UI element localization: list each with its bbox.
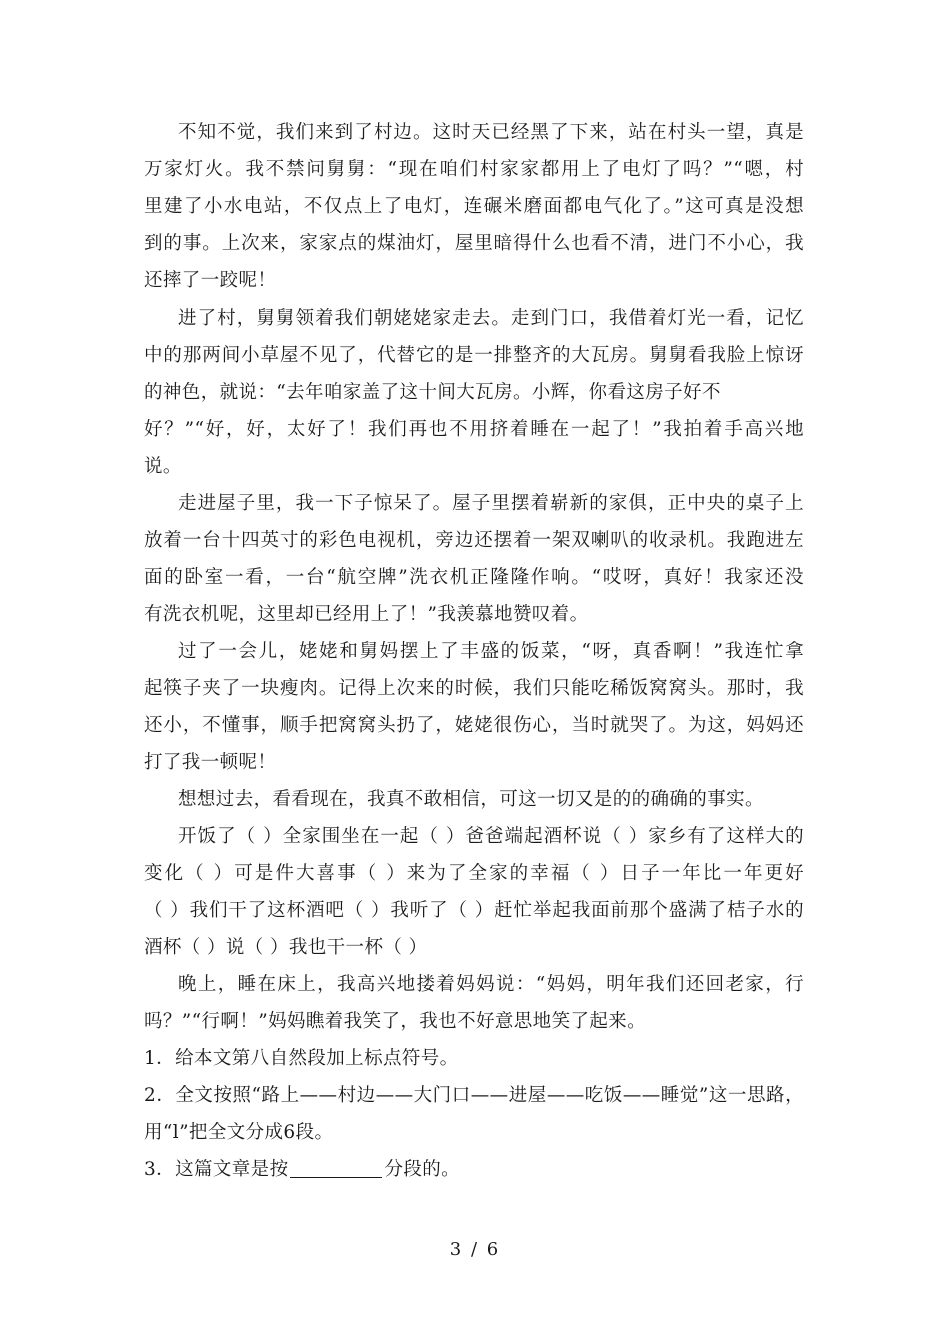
text-line: 里建了小水电站，不仅点上了电灯，连碾米磨面都电气化了。”这可真是没想 [144, 196, 804, 217]
question-3-suffix: 分段的。 [384, 1159, 461, 1180]
text-line: 起筷子夹了一块瘦肉。记得上次来的时候，我们只能吃稀饭窝窝头。那时，我 [144, 678, 804, 699]
text-line: 还摔了一跤呢！ [144, 270, 277, 291]
text-line: 吗？”“行啊！”妈妈瞧着我笑了，我也不好意思地笑了起来。 [144, 1011, 647, 1032]
page-number: 3 / 6 [449, 1239, 501, 1260]
text-line: 面的卧室一看，一台“航空牌”洗衣机正隆隆作响。“哎呀，真好！我家还没 [144, 567, 804, 588]
text-line: 过了一会儿，姥姥和舅妈摆上了丰盛的饭菜，“呀，真香啊！”我连忙拿 [178, 641, 804, 662]
text-line: 想想过去，看看现在，我真不敢相信，可这一切又是的的确确的事实。 [178, 789, 764, 810]
question-3-prefix: 3．这篇文章是按 [144, 1159, 289, 1180]
text-line: 到的事。上次来，家家点的煤油灯，屋里暗得什么也看不清，进门不小心，我 [144, 233, 804, 254]
text-line: 说。 [144, 456, 182, 477]
text-line: 进了村，舅舅领着我们朝姥姥家走去。走到门口，我借着灯光一看，记忆 [178, 308, 804, 329]
question-1: 1．给本文第八自然段加上标点符号。 [144, 1048, 459, 1069]
question-3 [144, 1158, 804, 1182]
question-2: 2．全文按照“路上——村边——大门口——进屋——吃饭——睡觉”这一思路， [144, 1085, 804, 1106]
text-line: 放着一台十四英寸的彩色电视机，旁边还摆着一架双喇叭的收录机。我跑进左 [144, 530, 804, 551]
question-2-cont: 用“l”把全文分成6段。 [144, 1122, 334, 1143]
text-line: 好？”“好，好，太好了！我们再也不用挤着睡在一起了！”我拍着手高兴地 [144, 419, 804, 440]
text-line: 开饭了（ ）全家围坐在一起（ ）爸爸端起酒杯说（ ）家乡有了这样大的 [178, 826, 804, 847]
text-line: 还小，不懂事，顺手把窝窝头扔了，姥姥很伤心，当时就哭了。为这，妈妈还 [144, 715, 804, 736]
text-line: 有洗衣机呢，这里却已经用上了！”我羡慕地赞叹着。 [144, 604, 589, 625]
text-line: 走进屋子里，我一下子惊呆了。屋子里摆着崭新的家俱，正中央的桌子上 [178, 493, 804, 514]
text-line: 打了我一顿呢！ [144, 752, 277, 773]
text-line: 万家灯火。我不禁问舅舅：“现在咱们村家家都用上了电灯了吗？”“嗯，村 [144, 159, 804, 180]
text-line: 变化（ ）可是件大喜事（ ）来为了全家的幸福（ ）日子一年比一年更好 [144, 863, 804, 884]
answer-blank[interactable] [290, 1159, 382, 1178]
text-line: 不知不觉，我们来到了村边。这时天已经黑了下来，站在村头一望，真是 [178, 122, 804, 143]
text-line: （ ）我们干了这杯酒吧（ ）我听了（ ）赶忙举起我面前那个盛满了桔子水的 [144, 900, 804, 921]
text-line: 的神色，就说：“去年咱家盖了这十间大瓦房。小辉，你看这房子好不 [144, 382, 721, 403]
text-line: 中的那两间小草屋不见了，代替它的是一排整齐的大瓦房。舅舅看我脸上惊讶 [144, 345, 804, 366]
text-line: 晚上，睡在床上，我高兴地搂着妈妈说：“妈妈，明年我们还回老家，行 [178, 974, 804, 995]
text-line: 酒杯（ ）说（ ）我也干一杯（ ） [144, 937, 428, 958]
